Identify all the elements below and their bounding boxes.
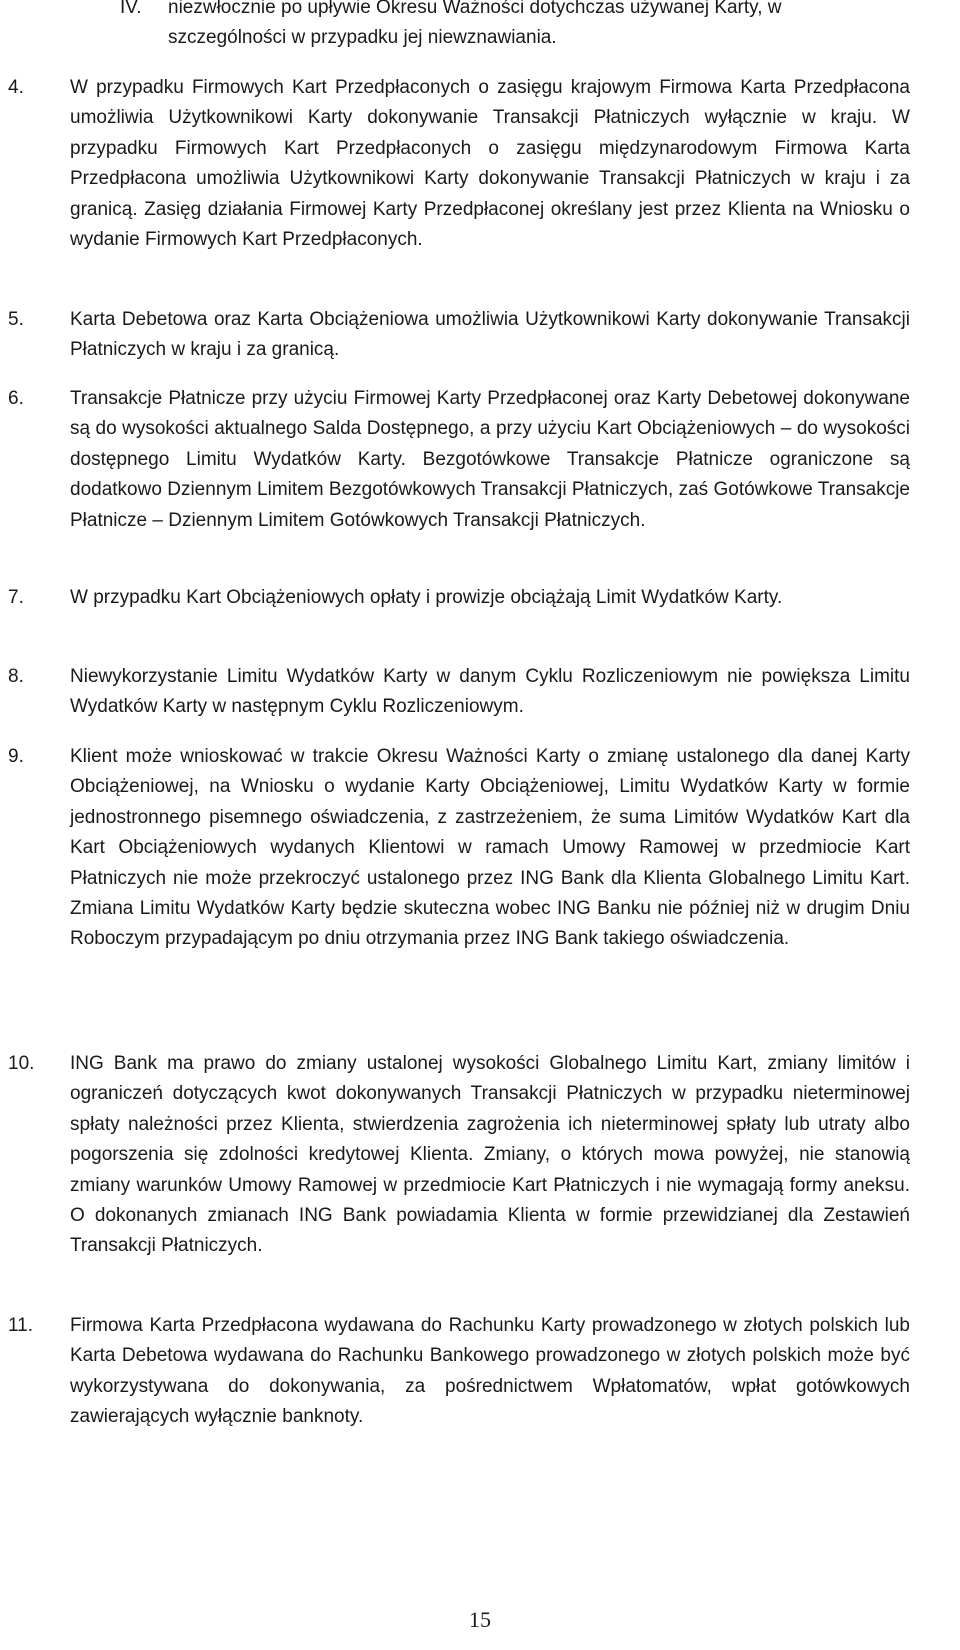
list-marker: 6. <box>8 388 24 409</box>
list-item-text: W przypadku Kart Obciążeniowych opłaty i prowizje obciążają Limit Wydatków Karty. <box>70 587 783 608</box>
list-item-text: Transakcje Płatnicze przy użyciu Firmowej Karty Przedpłaconej oraz Karty Debetowej dokonywane są do wysokości aktualnego Salda Dostępnego, a przy użyciu Kart Obciążeniowych – do wysokości dostępnego Limitu Wydatków Karty. Bezgotówkowe Transakcje Płatnicze ograniczone są dodatkowo Dziennym Limitem Bezgotówkowych Transakcji Płatniczych, zaś Gotówkowe Transakcje Płatnicze – Dziennym Limitem Gotówkowych Transakcji Płatniczych. <box>70 388 910 531</box>
list-item-text: Karta Debetowa oraz Karta Obciążeniowa umożliwia Użytkownikowi Karty dokonywanie Transakcji Płatniczych w kraju i za granicą. <box>70 309 910 361</box>
list-item-text: W przypadku Firmowych Kart Przedpłaconych o zasięgu krajowym Firmowa Karta Przedpłacona umożliwia Użytkownikowi Karty dokonywanie Transakcji Płatniczych wyłącznie w kraju. W przypadku Firmowych Kart Przedpłaconych o zasięgu międzynarodowym Firmowa Karta Przedpłacona umożliwia Użytkownikowi Karty dokonywanie Transakcji Płatniczych w kraju i za granicą. Zasięg działania Firmowej Karty Przedpłaconej określany jest przez Klienta na Wniosku o wydanie Firmowych Kart Przedpłaconych. <box>70 77 910 251</box>
list-marker: 10. <box>8 1053 35 1074</box>
page-number: 15 <box>469 1607 491 1632</box>
list-marker: 5. <box>8 309 24 330</box>
list-item-text: niezwłocznie po upływie Okresu Ważności dotychczas używanej Karty, w szczególności w przypadku jej niewznawiania. <box>168 0 782 49</box>
list-item-text: Niewykorzystanie Limitu Wydatków Karty w danym Cyklu Rozliczeniowym nie powiększa Limitu Wydatków Karty w następnym Cyklu Rozliczeniowym. <box>70 666 910 718</box>
list-marker: 11. <box>8 1315 34 1336</box>
list-item-text: Klient może wnioskować w trakcie Okresu Ważności Karty o zmianę ustalonego dla danej Karty Obciążeniowej, na Wniosku o wydanie Karty Obciążeniowej, Limitu Wydatków Karty w formie jednostronnego pisemnego oświadczenia, z zastrzeżeniem, że suma Limitów Wydatków Kart dla Kart Obciążeniowych wydanych Klientowi w ramach Umowy Ramowej w przedmiocie Kart Płatniczych nie może przekroczyć ustalonego przez ING Bank dla Klienta Globalnego Limitu Kart. Zmiana Limitu Wydatków Karty będzie skuteczna wobec ING Banku nie później niż w drugim Dniu Roboczym przypadającym po dniu otrzymania przez ING Bank takiego oświadczenia. <box>70 746 910 950</box>
list-marker: 7. <box>8 587 24 608</box>
list-marker: 9. <box>8 746 24 767</box>
list-marker: 8. <box>8 666 24 687</box>
list-marker: IV. <box>120 0 142 18</box>
list-marker: 4. <box>8 77 24 98</box>
list-item-text: Firmowa Karta Przedpłacona wydawana do Rachunku Karty prowadzonego w złotych polskich lub Karta Debetowa wydawana do Rachunku Bankowego prowadzonego w złotych polskich może być wykorzystywana do dokonywania, za pośrednictwem Wpłatomatów, wpłat gotówkowych zawierających wyłącznie banknoty. <box>70 1315 910 1428</box>
list-item-text: ING Bank ma prawo do zmiany ustalonej wysokości Globalnego Limitu Kart, zmiany limitów i ograniczeń dotyczących kwot dokonywanych Transakcji Płatniczych w przypadku nieterminowej spłaty należności przez Klienta, stwierdzenia zagrożenia ich nieterminowej spłaty lub utraty albo pogorszenia się zdolności kredytowej Klienta. Zmiany, o których mowa powyżej, nie stanowią zmiany warunków Umowy Ramowej w przedmiocie Kart Płatniczych i nie wymagają formy aneksu. O dokonanych zmianach ING Bank powiadamia Klienta w formie przewidzianej dla Zestawień Transakcji Płatniczych. <box>70 1053 910 1257</box>
